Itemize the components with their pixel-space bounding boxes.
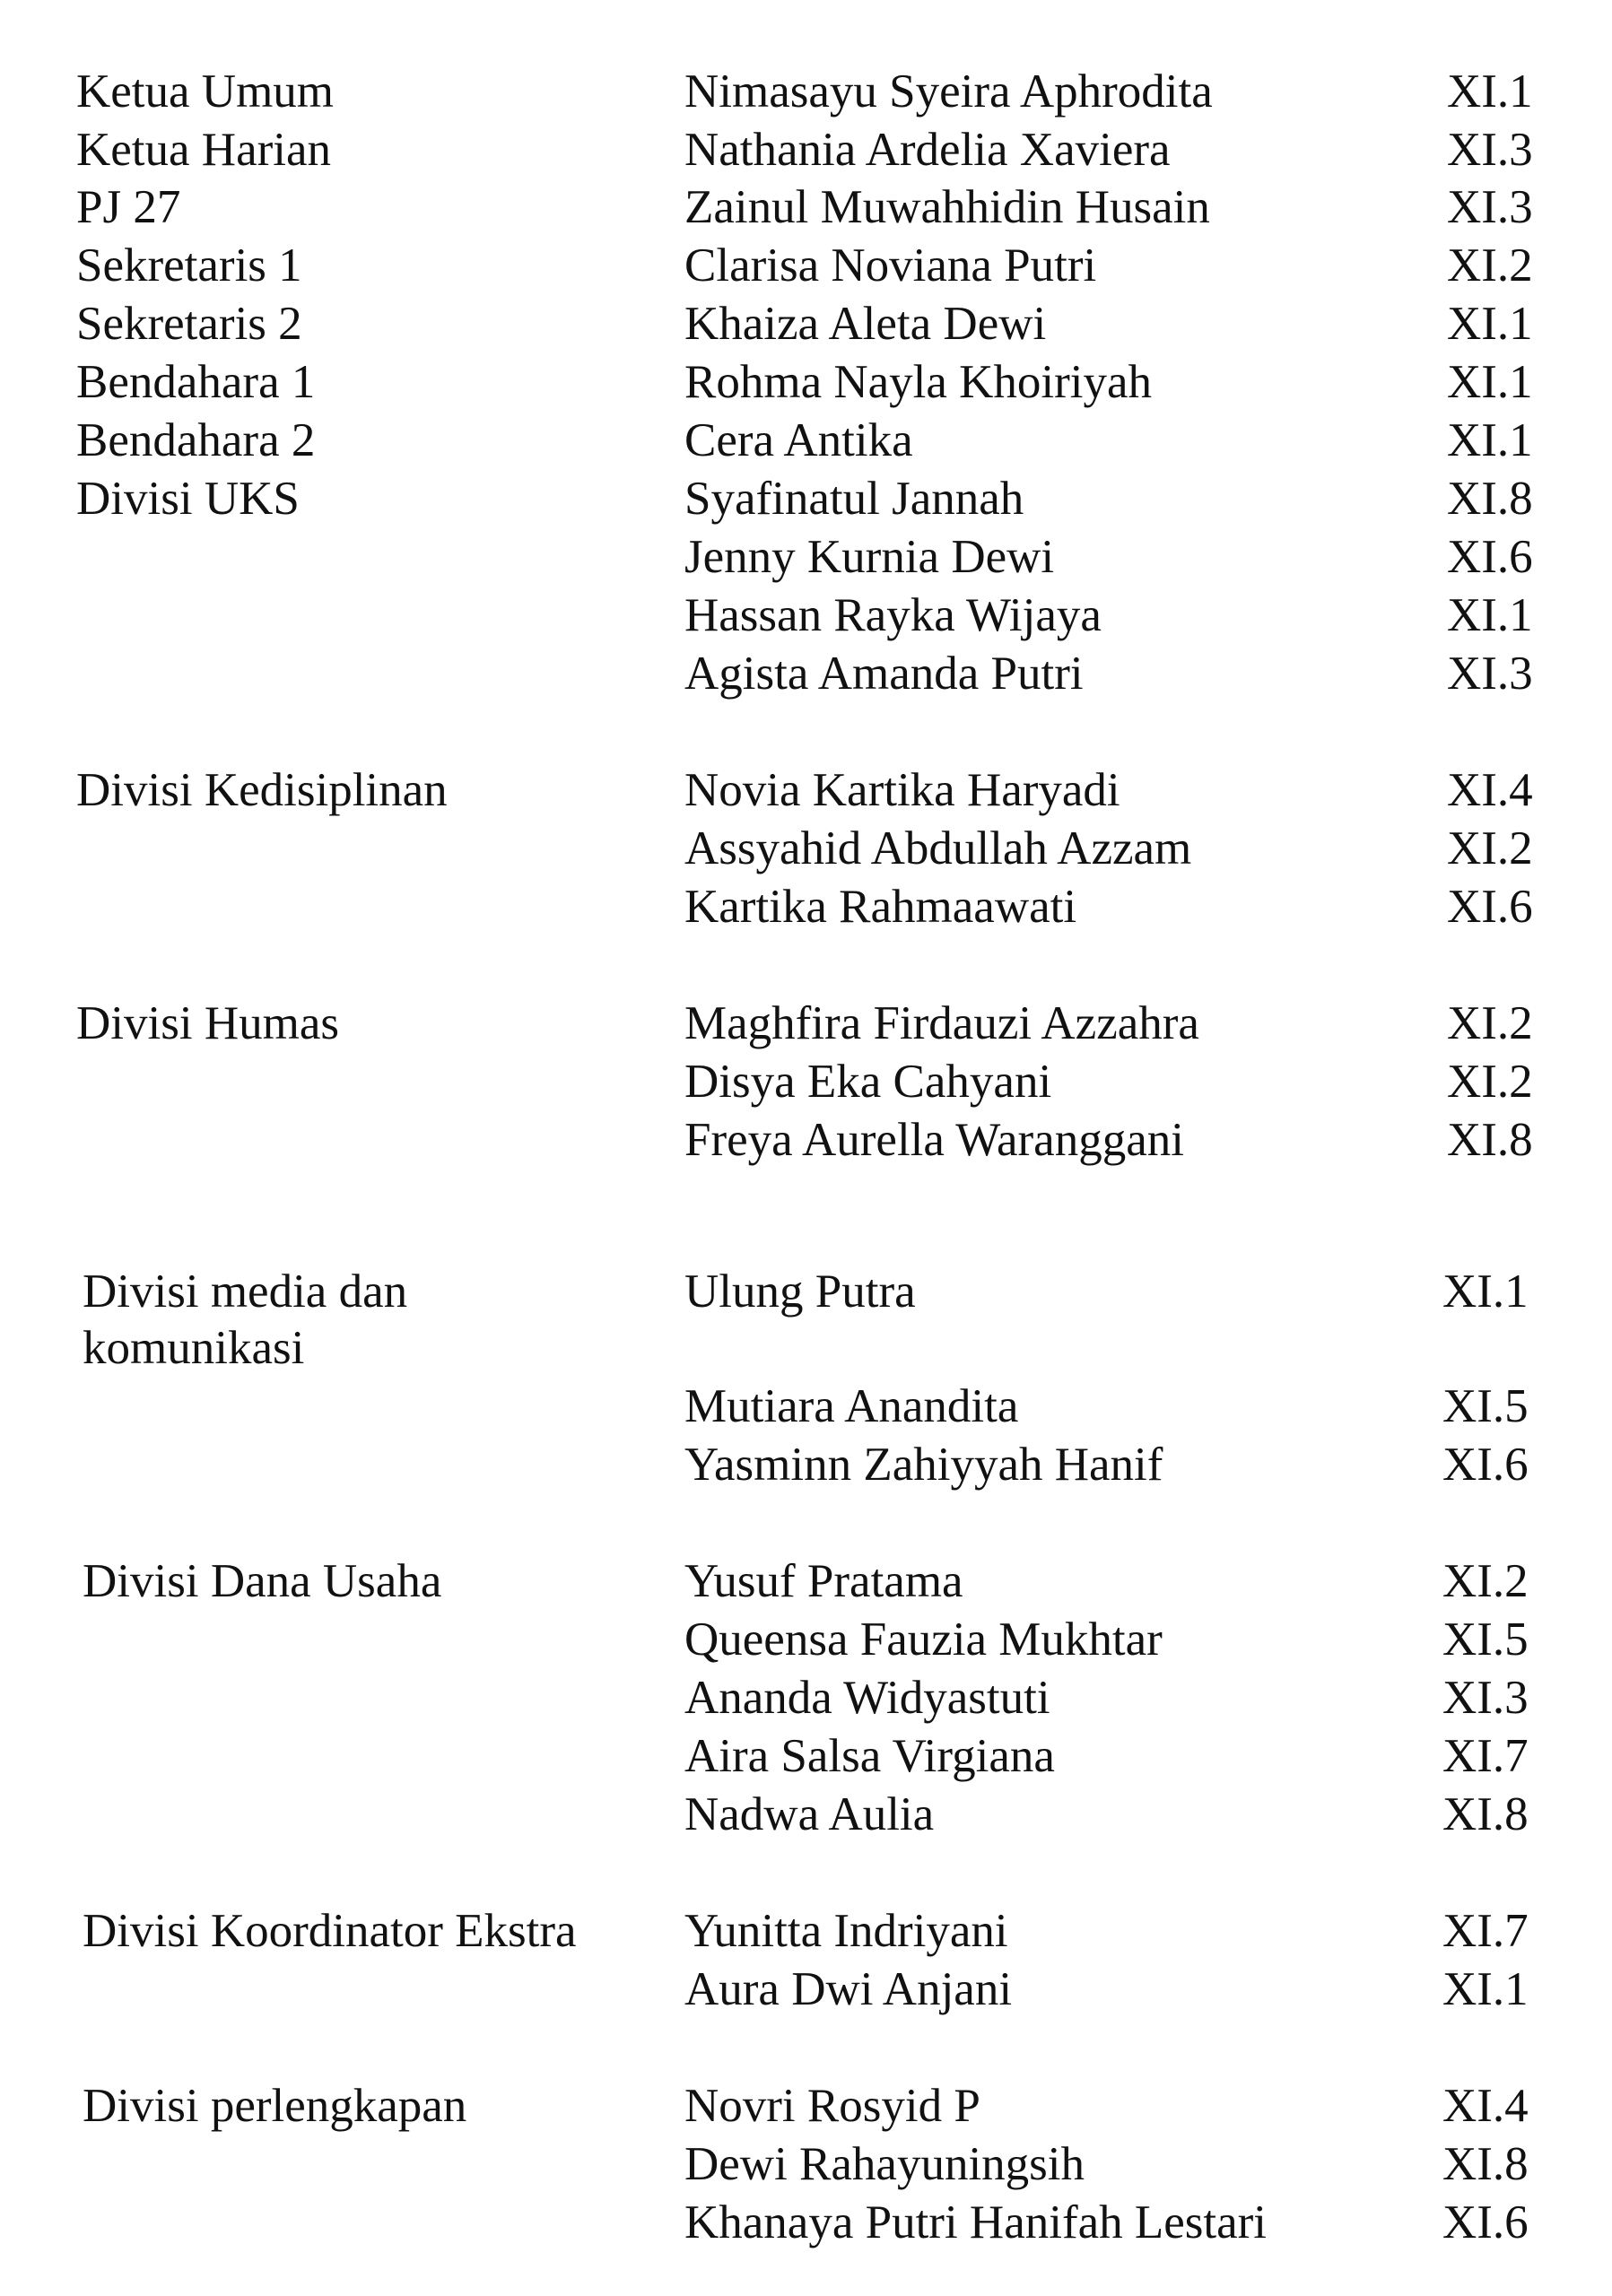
member-name: Ulung Putra <box>684 1265 916 1318</box>
class-label: XI.2 <box>1447 997 1533 1049</box>
role-label: PJ 27 <box>76 181 181 233</box>
role-label: Sekretaris 1 <box>76 239 302 291</box>
class-label: XI.8 <box>1442 1788 1529 1840</box>
roster-row <box>0 1902 1612 1960</box>
roster-row <box>0 237 1612 294</box>
member-name: Jenny Kurnia Dewi <box>684 531 1055 583</box>
roster-row <box>0 2077 1612 2135</box>
member-name: Rohma Nayla Khoiriyah <box>684 356 1153 408</box>
role-label: Divisi perlengkapan <box>83 2080 467 2132</box>
member-name: Hassan Rayka Wijaya <box>684 589 1102 641</box>
class-label: XI.8 <box>1447 473 1533 525</box>
class-label: XI.2 <box>1447 239 1533 291</box>
class-label: XI.2 <box>1447 1056 1533 1108</box>
role-label: Divisi Koordinator Ekstra <box>83 1905 577 1957</box>
roster-row <box>0 645 1612 702</box>
roster-row <box>0 121 1612 178</box>
role-label: Ketua Umum <box>76 65 335 117</box>
class-label: XI.4 <box>1442 2080 1529 2132</box>
role-label: Divisi Humas <box>76 997 339 1049</box>
member-name: Assyahid Abdullah Azzam <box>684 822 1192 874</box>
roster-row <box>0 412 1612 469</box>
member-name: Novri Rosyid P <box>684 2080 980 2132</box>
roster-row <box>0 1111 1612 1169</box>
class-label: XI.6 <box>1447 531 1533 583</box>
class-label: XI.3 <box>1447 181 1533 233</box>
role-label: Bendahara 2 <box>76 414 316 466</box>
roster-row <box>0 1552 1612 1610</box>
roster-row <box>0 1053 1612 1110</box>
roster-row <box>0 1961 1612 2018</box>
roster-row <box>0 1611 1612 1668</box>
roster-row <box>0 1786 1612 1843</box>
roster-row <box>0 2194 1612 2251</box>
class-label: XI.5 <box>1442 1380 1529 1432</box>
roster-row <box>0 1669 1612 1726</box>
roster-row <box>0 878 1612 935</box>
class-label: XI.6 <box>1442 2196 1529 2248</box>
role-label: Divisi Dana Usaha <box>83 1555 442 1607</box>
member-name: Queensa Fauzia Mukhtar <box>684 1613 1163 1665</box>
class-label: XI.1 <box>1442 1265 1529 1318</box>
roster-row <box>0 1436 1612 1493</box>
member-name: Khaiza Aleta Dewi <box>684 298 1047 350</box>
class-label: XI.1 <box>1447 589 1533 641</box>
role-label: Divisi Kedisiplinan <box>76 764 448 816</box>
member-name: Freya Aurella Waranggani <box>684 1114 1184 1166</box>
role-label: Ketua Harian <box>76 124 331 176</box>
role-label: Bendahara 1 <box>76 356 316 408</box>
member-name: Syafinatul Jannah <box>684 473 1024 525</box>
roster-row <box>0 470 1612 527</box>
roster-row <box>0 761 1612 819</box>
roster-row <box>0 995 1612 1052</box>
roster-row <box>0 1319 1612 1377</box>
class-label: XI.1 <box>1447 414 1533 466</box>
member-name: Maghfira Firdauzi Azzahra <box>684 997 1199 1049</box>
member-name: Clarisa Noviana Putri <box>684 239 1097 291</box>
member-name: Aura Dwi Anjani <box>684 1963 1013 2015</box>
class-label: XI.1 <box>1447 65 1533 117</box>
class-label: XI.7 <box>1442 1905 1529 1957</box>
member-name: Ananda Widyastuti <box>684 1672 1050 1724</box>
member-name: Nimasayu Syeira Aphrodita <box>684 65 1213 117</box>
class-label: XI.8 <box>1447 1114 1533 1166</box>
roster-row <box>0 63 1612 120</box>
class-label: XI.8 <box>1442 2138 1529 2190</box>
class-label: XI.1 <box>1447 298 1533 350</box>
member-name: Mutiara Anandita <box>684 1380 1019 1432</box>
class-label: XI.6 <box>1442 1439 1529 1491</box>
member-name: Yasminn Zahiyyah Hanif <box>684 1439 1163 1491</box>
member-name: Yusuf Pratama <box>684 1555 963 1607</box>
member-name: Aira Salsa Virgiana <box>684 1730 1055 1782</box>
class-label: XI.3 <box>1447 648 1533 700</box>
class-label: XI.3 <box>1447 124 1533 176</box>
member-name: Zainul Muwahhidin Husain <box>684 181 1210 233</box>
roster-row <box>0 2135 1612 2193</box>
roster-row <box>0 820 1612 877</box>
role-label: komunikasi <box>83 1322 305 1374</box>
role-label: Sekretaris 2 <box>76 298 302 350</box>
roster-row <box>0 295 1612 352</box>
class-label: XI.7 <box>1442 1730 1529 1782</box>
class-label: XI.4 <box>1447 764 1533 816</box>
class-label: XI.3 <box>1442 1672 1529 1724</box>
roster-row <box>0 528 1612 586</box>
member-name: Nadwa Aulia <box>684 1788 935 1840</box>
member-name: Khanaya Putri Hanifah Lestari <box>684 2196 1268 2248</box>
member-name: Dewi Rahayuningsih <box>684 2138 1085 2190</box>
member-name: Disya Eka Cahyani <box>684 1056 1052 1108</box>
class-label: XI.2 <box>1442 1555 1529 1607</box>
class-label: XI.6 <box>1447 881 1533 933</box>
member-name: Yunitta Indriyani <box>684 1905 1008 1957</box>
member-name: Cera Antika <box>684 414 913 466</box>
roster-row <box>0 587 1612 644</box>
roster-row <box>0 1727 1612 1785</box>
member-name: Kartika Rahmaawati <box>684 881 1077 933</box>
class-label: XI.5 <box>1442 1613 1529 1665</box>
class-label: XI.1 <box>1442 1963 1529 2015</box>
role-label: Divisi media dan <box>83 1265 408 1318</box>
roster-row <box>0 178 1612 236</box>
roster-row <box>0 1263 1612 1320</box>
roster-row <box>0 1378 1612 1435</box>
member-name: Nathania Ardelia Xaviera <box>684 124 1171 176</box>
roster-row <box>0 353 1612 411</box>
role-label: Divisi UKS <box>76 473 300 525</box>
member-name: Novia Kartika Haryadi <box>684 764 1120 816</box>
class-label: XI.2 <box>1447 822 1533 874</box>
class-label: XI.1 <box>1447 356 1533 408</box>
member-name: Agista Amanda Putri <box>684 648 1084 700</box>
